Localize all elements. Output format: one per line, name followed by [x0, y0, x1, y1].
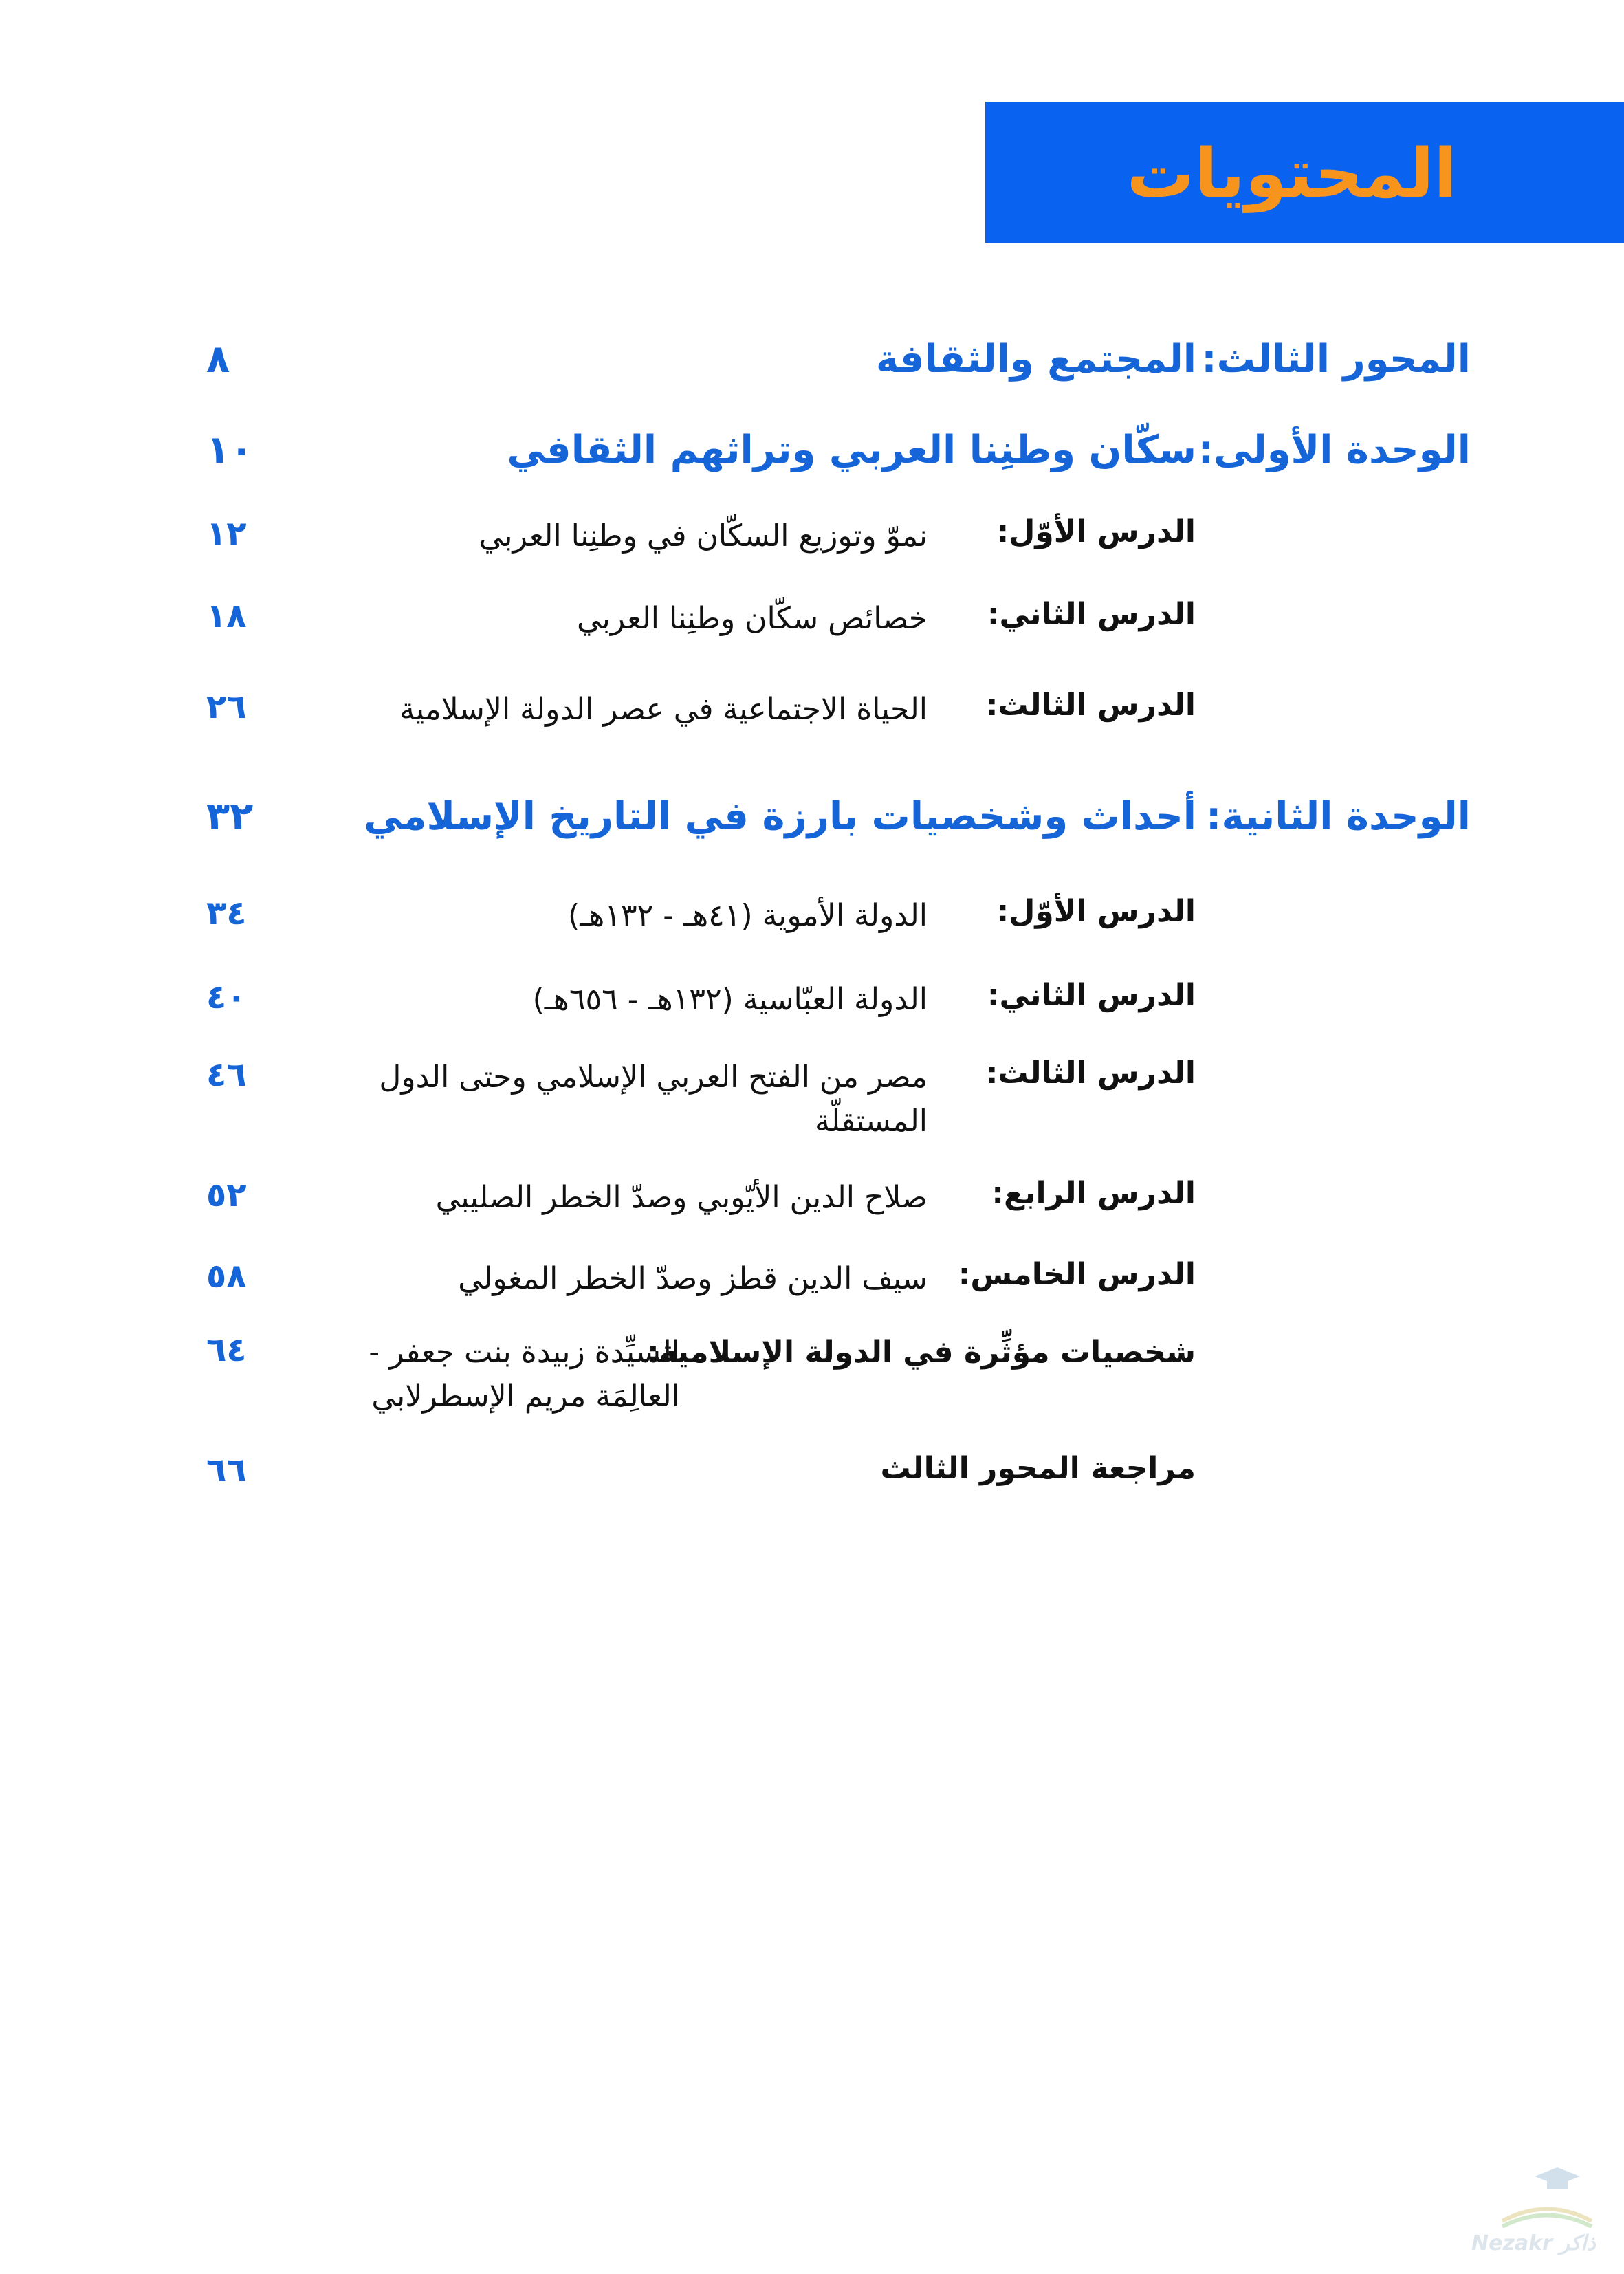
watermark-logo [1471, 2166, 1609, 2262]
graduation-cap-icon [1533, 2166, 1581, 2194]
unit-label: الوحدة الأولى: [1198, 428, 1471, 472]
lesson-title: صلاح الدين الأيّوبي وصدّ الخطر الصليبي [435, 1180, 928, 1215]
lesson-page-number: ٥٢ [206, 1176, 247, 1214]
figures-page-number: ٦٤ [206, 1331, 247, 1369]
unit-page-number: ١٠ [206, 428, 254, 472]
review-page-number: ٦٦ [206, 1451, 247, 1489]
unit-title: أحداث وشخصيات بارزة في التاريخ الإسلامي [364, 794, 1196, 839]
lesson-title: الدولة العبّاسية (١٣٢هـ - ٦٥٦هـ) [532, 982, 928, 1017]
lesson-page-number: ٤٦ [206, 1056, 247, 1094]
lesson-page-number: ٣٤ [206, 894, 247, 932]
lesson-page-number: ٢٦ [206, 688, 247, 726]
unit-label: الوحدة الثانية: [1206, 794, 1471, 839]
page-title: المحتويات [1126, 135, 1457, 213]
figures-title-continued: العالِمَة مريم الإسطرلابي [371, 1379, 680, 1414]
unit-page-number: ٣٢ [206, 794, 254, 839]
lesson-label: الدرس الثالث: [985, 1056, 1196, 1091]
lesson-label: الدرس الأوّل: [996, 514, 1196, 549]
axis-label: المحور الثالث: [1201, 337, 1471, 382]
lesson-title: مصر من الفتح العربي الإسلامي وحتى الدول [379, 1060, 928, 1095]
lesson-label: الدرس الثالث: [985, 688, 1196, 723]
lesson-title: خصائص سكّان وطنِنا العربي [576, 601, 928, 636]
lesson-label: الدرس الأوّل: [996, 894, 1196, 929]
figures-label: شخصيات مؤثِّرة في الدولة الإسلامية: [647, 1335, 1196, 1370]
lesson-label: الدرس الثاني: [987, 597, 1196, 632]
lesson-label: الدرس الثاني: [987, 978, 1196, 1013]
watermark-text: Nezakr ذاكر [1471, 2231, 1596, 2255]
figures-title: السيِّدة زبيدة بنت جعفر - [369, 1335, 680, 1370]
axis-title: المجتمع والثقافة [875, 337, 1196, 382]
lesson-page-number: ١٨ [206, 597, 247, 635]
lesson-label: الدرس الرابع: [991, 1176, 1196, 1211]
lesson-title: نموّ وتوزيع السكّان في وطنِنا العربي [479, 518, 928, 554]
book-icon [1499, 2194, 1595, 2228]
unit-title: سكّان وطنِنا العربي وتراثهم الثقافي [507, 428, 1196, 472]
review-label: مراجعة المحور الثالث [880, 1451, 1196, 1486]
axis-page-number: ٨ [206, 337, 230, 382]
lesson-page-number: ١٢ [206, 514, 247, 553]
lesson-title: سيف الدين قطز وصدّ الخطر المغولي [458, 1261, 928, 1296]
lesson-label: الدرس الخامس: [958, 1257, 1196, 1292]
lesson-title: الدولة الأموية (٤١هـ - ١٣٢هـ) [568, 898, 928, 933]
lesson-page-number: ٥٨ [206, 1257, 247, 1295]
lesson-title-continued: المستقلّة [814, 1104, 928, 1139]
lesson-title: الحياة الاجتماعية في عصر الدولة الإسلامية [399, 692, 928, 727]
lesson-page-number: ٤٠ [206, 978, 247, 1016]
